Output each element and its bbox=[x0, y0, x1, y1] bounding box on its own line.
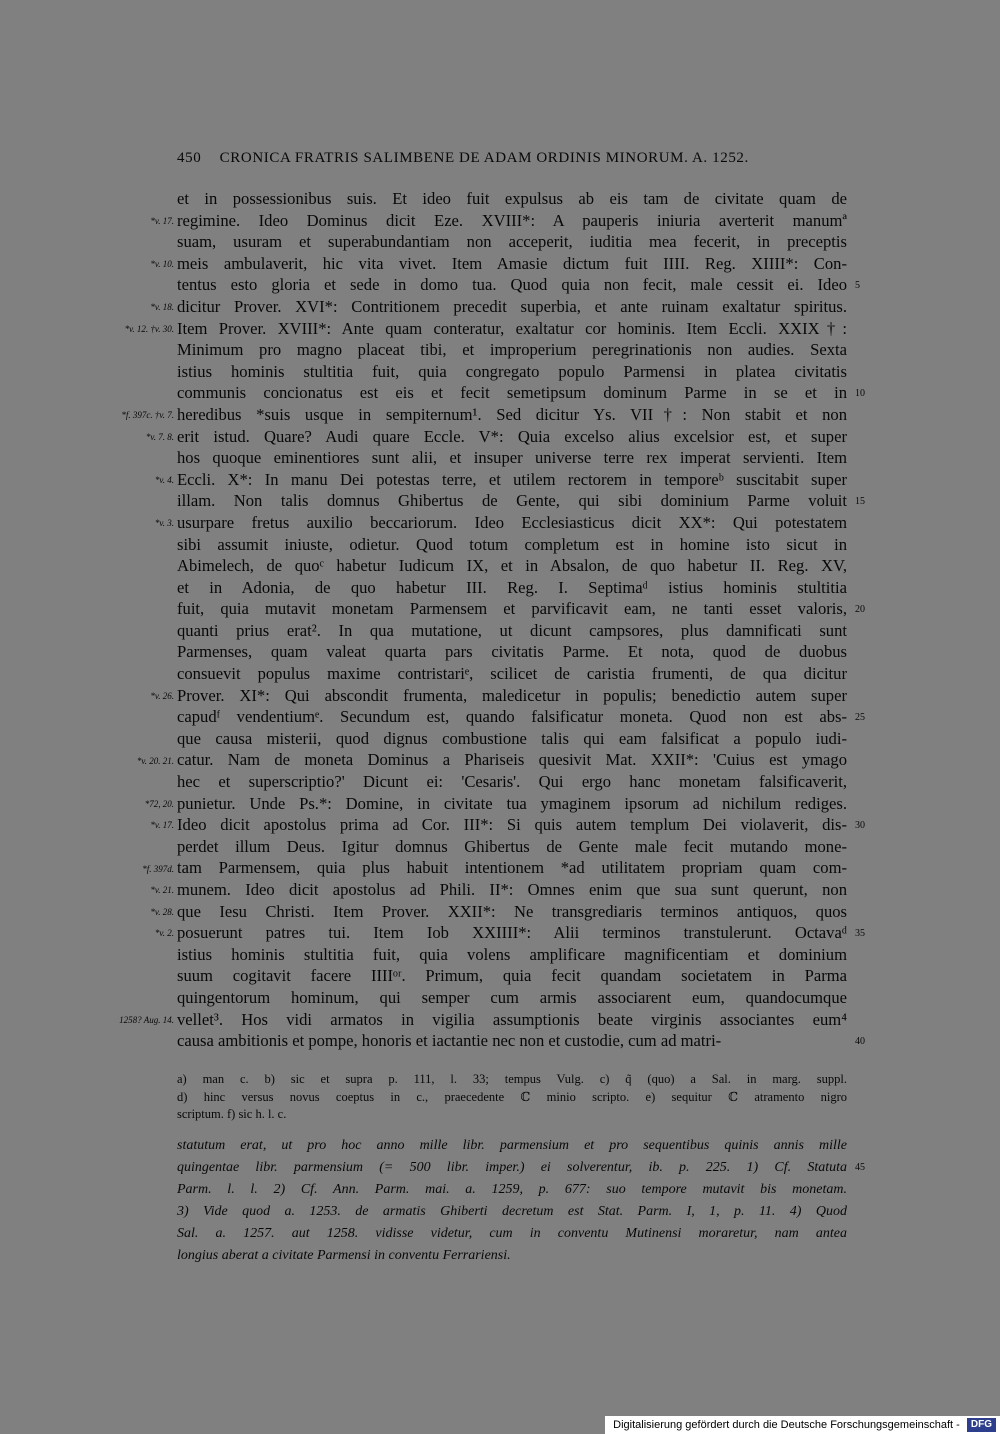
main-text bbox=[177, 188, 847, 1052]
margin-reference: *v. 12. †v. 30. bbox=[124, 323, 174, 334]
text-line: punietur. Unde Ps.*: Domine, in civitate tua ymaginem ipsorum ad nichilum rediges. bbox=[177, 793, 847, 813]
margin-reference: *v. 17. bbox=[150, 215, 174, 226]
line-number: 35 bbox=[855, 928, 865, 940]
line-number: 45 bbox=[855, 1162, 865, 1173]
text-line: Eccli. X*: In manu Dei potestas terre, et utilem rectorem in temporeᵇ suscitabit super bbox=[177, 469, 847, 489]
text-line: illam. Non talis domnus Ghibertus de Gente, qui sibi dominium Parme voluit bbox=[177, 491, 847, 511]
reference-line: Sal. a. 1257. aut 1258. vidisse videtur, cum in conventu Mutinensi moraretur, nam antea bbox=[177, 1226, 847, 1241]
text-line: istius hominis stultitia fuit, quia congregato populo Parmensi in platea civitatis bbox=[177, 361, 847, 381]
running-title: CRONICA FRATRIS SALIMBENE DE ADAM ORDINIS MINORUM. A. 1252. bbox=[219, 150, 749, 166]
text-line: posuerunt patres tui. Item Iob XXIIII*: Alii terminos transtulerunt. Octavaᵈ bbox=[177, 923, 847, 943]
text-line: Prover. XI*: Qui abscondit frumenta, maledicetur in populis; benedictio autem super bbox=[177, 685, 847, 705]
text-line: capudᶠ vendentiumᵉ. Secundum est, quando falsificatur moneta. Quod non est abs- bbox=[177, 707, 847, 727]
reference-line: statutum erat, ut pro hoc anno mille libr. parmensium et pro sequentibus quinis annis mille bbox=[177, 1138, 847, 1153]
margin-reference: *v. 2. bbox=[154, 928, 174, 939]
text-line: tam Parmensem, quia plus habuit intentionem *ad utilitatem propriam quam com- bbox=[177, 858, 847, 878]
text-line: usurpare fretus auxilio beccariorum. Ideo Ecclesiasticus dicit XX*: Qui potestatem bbox=[177, 512, 847, 532]
margin-reference: *v. 26. bbox=[150, 690, 174, 701]
text-line: munem. Ideo dicit apostolus ad Phili. II*: Omnes enim que sua sunt querunt, non bbox=[177, 880, 847, 899]
page-number: 450 bbox=[177, 150, 202, 166]
text-line: consuevit populus maxime contristariᵉ, scilicet de caristia frumenti, de qua dicitur bbox=[177, 664, 847, 684]
dfg-logo: DFG bbox=[967, 1418, 996, 1432]
text-line: causa ambitionis et pompe, honoris et iactantie nec non et custodie, cum ad matri- bbox=[177, 1031, 722, 1051]
text-line: meis ambulaverit, hic vita vivet. Item Amasie dictum fuit IIII. Reg. XIIII*: Con- bbox=[177, 253, 847, 273]
text-line: catur. Nam de moneta Dominus a Phariseis quesivit Mat. XXII*: 'Cuius est ymago bbox=[177, 750, 847, 770]
reference-line: 3) Vide quod a. 1253. de armatis Ghiberti decretum est Stat. Parm. I, 1, p. 11. 4) Quod bbox=[177, 1204, 847, 1219]
text-line: suum cogitavit facere IIIIᵒʳ. Primum, quia fecit quandam societatem in Parma bbox=[177, 966, 847, 986]
text-line: hos quoque eminentiores sunt alii, et insuper universe terre rex imperat servienti. Item bbox=[177, 448, 847, 468]
text-line: communis concionatus est eis et fecit semetipsum dominum Parme in se et in bbox=[177, 383, 847, 403]
margin-reference: *f. 397c. †v. 7. bbox=[121, 410, 174, 420]
text-line: istius hominis stultitia fuit, quia volens amplificare magnificentiam et dominium bbox=[177, 944, 847, 964]
margin-reference: *v. 18. bbox=[150, 302, 174, 312]
text-line: perdet illum Deus. Igitur domnus Ghibertus de Gente male fecit mutando mone- bbox=[177, 836, 847, 856]
text-line: Item Prover. XVIII*: Ante quam conteratur, exaltatur cor hominis. Item Eccli. XXIX†: bbox=[177, 318, 847, 338]
footnote-line: a) man c. b) sic et supra p. 111, l. 33; tempus Vulg. c) q̃ (quo) a Sal. in marg. suppl. bbox=[177, 1072, 847, 1086]
line-number: 5 bbox=[855, 280, 860, 292]
text-line: regimine. Ideo Dominus dicit Eze. XVIII*: A pauperis iniuria averterit manumª bbox=[177, 210, 847, 230]
text-line: hec et superscriptio?' Dicunt ei: 'Cesaris'. Qui ergo hanc monetam falsificaverit, bbox=[177, 772, 847, 792]
reference-notes bbox=[177, 1135, 847, 1267]
text-line: que Iesu Christi. Item Prover. XXII*: Ne transgrediaris terminos antiquos, quos bbox=[177, 901, 847, 921]
margin-reference: *v. 4. bbox=[154, 474, 174, 485]
margin-reference: *v. 28. bbox=[150, 906, 174, 917]
margin-reference: *v. 7. 8. bbox=[145, 431, 174, 442]
line-number: 30 bbox=[855, 820, 865, 832]
text-line: Ideo dicit apostolus prima ad Cor. III*: Si quis autem templum Dei violaverit, dis- bbox=[177, 815, 847, 835]
reference-line: quingentae libr. parmensium (= 500 libr. imper.) ei solverentur, ib. p. 225. 1) Cf. Statuta bbox=[177, 1160, 847, 1175]
text-line: quanti prius erat². In qua mutatione, ut dicunt campsores, plus damnificati sunt bbox=[177, 620, 847, 640]
margin-reference: *v. 20. 21. bbox=[136, 755, 174, 766]
margin-reference: *v. 10. bbox=[150, 258, 174, 269]
text-line: fuit, quia mutavit monetam Parmensem et parvificavit eam, ne tanti esset valoris, bbox=[177, 599, 847, 619]
footnote-line: d) hinc versus novus coeptus in c., praecedente ℂ minio scripto. e) sequitur ℂ atramento nigro bbox=[177, 1089, 847, 1104]
text-line: Parmenses, quam valeat quarta pars civitatis Parme. Et nota, quod de duobus bbox=[177, 642, 847, 662]
text-line: quingentorum hominum, qui semper cum armis associarent eum, quandocumque bbox=[177, 987, 847, 1007]
digitization-credit-bar bbox=[605, 1416, 1000, 1434]
line-number: 20 bbox=[855, 604, 865, 616]
text-line: Minimum pro magno placeat tibi, et improperium peregrinationis non audies. Sexta bbox=[177, 340, 847, 360]
text-line: suam, usuram et superabundantiam non acceperit, iuditia mea fecerit, in preceptis bbox=[177, 232, 847, 252]
margin-reference: *v. 21. bbox=[150, 885, 174, 896]
reference-line: longius aberat a civitate Parmensi in conventu Ferrariensi. bbox=[177, 1248, 511, 1263]
credit-text: Digitalisierung gefördert durch die Deutsche Forschungsgemeinschaft - bbox=[613, 1419, 960, 1431]
line-number: 10 bbox=[855, 388, 865, 400]
text-line: heredibus *suis usque in sempiternum¹. Sed dicitur Ys. VII†: Non stabit et non bbox=[177, 404, 847, 424]
text-line: tentus esto gloria et sede in domo tua. Quod quia non fecit, male cessit ei. Ideo bbox=[177, 275, 847, 295]
running-header bbox=[177, 150, 847, 167]
footnote-line: scriptum. f) sic h. l. c. bbox=[177, 1107, 287, 1121]
text-line: erit istud. Quare? Audi quare Eccle. V*: Quia excelso alius excelsior est, et super bbox=[177, 426, 847, 446]
reference-line: Parm. l. l. 2) Cf. Ann. Parm. mai. a. 1259, p. 677: suo tempore mutavit bis monetam. bbox=[177, 1182, 847, 1197]
line-number: 40 bbox=[855, 1036, 865, 1048]
text-line: Abimelech, de quoᶜ habetur Iudicum IX, et in Absalon, de quo habetur II. Reg. XV, bbox=[177, 556, 847, 576]
margin-reference: *72, 20. bbox=[144, 798, 174, 809]
line-number: 25 bbox=[855, 712, 865, 724]
text-line: sibi assumit iniuste, odietur. Quod totum completum est in homine isto sicut in bbox=[177, 534, 847, 554]
margin-reference: *v. 3. bbox=[154, 518, 174, 528]
text-line: que causa misterii, quod dignus combustione talis qui eam falsificat a populo iudi- bbox=[177, 728, 847, 748]
text-line: et in Adonia, de quo habetur III. Reg. I. Septimaᵈ istius hominis stultitia bbox=[177, 577, 847, 597]
text-line: dicitur Prover. XVI*: Contritionem precedit superbia, et ante ruinam exaltatur spiritus. bbox=[177, 296, 847, 316]
margin-reference: *f. 397d. bbox=[142, 863, 174, 874]
line-number: 15 bbox=[855, 496, 865, 508]
margin-reference: 1258? Aug. 14. bbox=[119, 1014, 174, 1025]
margin-reference: *v. 17. bbox=[150, 820, 174, 831]
critical-apparatus bbox=[177, 1071, 847, 1124]
text-line: vellet³. Hos vidi armatos in vigilia assumptionis beate virginis associantes eum⁴ bbox=[177, 1009, 847, 1029]
text-line: et in possessionibus suis. Et ideo fuit expulsus ab eis tam de civitate quam de bbox=[177, 189, 847, 208]
